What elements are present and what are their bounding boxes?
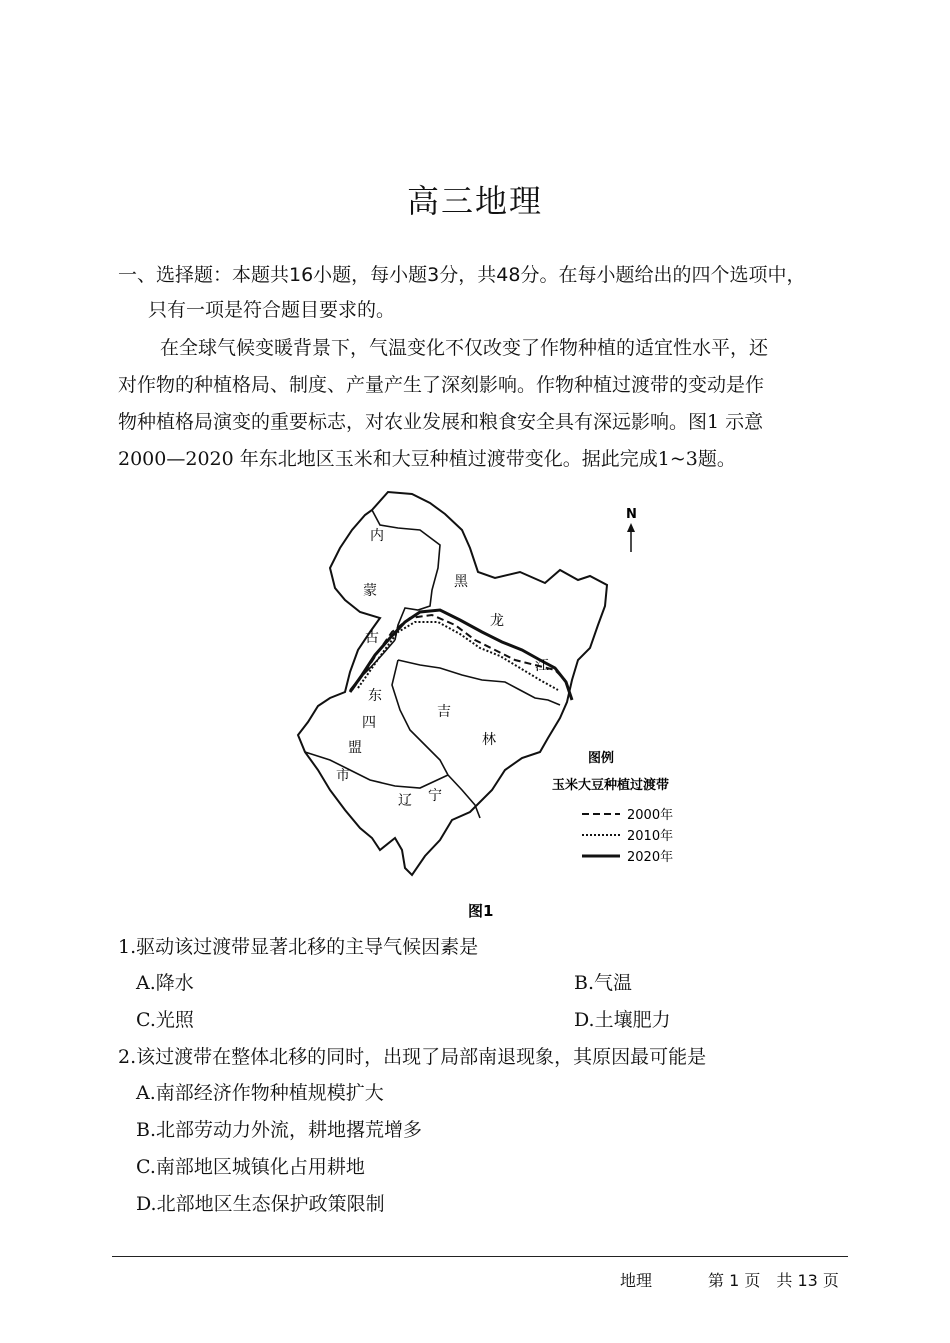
label-ji: 吉 [437, 704, 451, 720]
north-label: N [626, 507, 637, 522]
question-1-option-c: C.光照 [136, 1009, 194, 1031]
label-gu: 古 [365, 630, 379, 646]
label-dong: 东 [368, 688, 382, 704]
label-si: 四 [362, 715, 376, 731]
question-2-option-b: B.北部劳动力外流，耕地撂荒增多 [136, 1119, 423, 1141]
page-title: 高三地理 [406, 182, 543, 220]
question-1-option-d: D.土壤肥力 [574, 1009, 671, 1031]
question-2-option-d: D.北部地区生态保护政策限制 [136, 1193, 385, 1215]
label-shi: 市 [336, 768, 350, 784]
footer-divider [112, 1256, 848, 1257]
passage-line4: 2000—2020 年东北地区玉米和大豆种植过渡带变化。据此完成1~3题。 [118, 448, 736, 470]
section-heading-line1: 一、选择题：本题共16小题，每小题3分，共48分。在每小题给出的四个选项中， [118, 264, 806, 286]
label-lin: 林 [482, 732, 496, 748]
passage [118, 330, 848, 478]
label-meng: 蒙 [363, 583, 377, 599]
label-nei: 内 [370, 528, 384, 544]
passage-line3: 物种植格局演变的重要标志，对农业发展和粮食安全具有深远影响。图1 示意 [118, 411, 764, 433]
label-ning: 宁 [428, 788, 442, 804]
passage-line2: 对作物的种植格局、制度、产量产生了深刻影响。作物种植过渡带的变动是作 [118, 374, 765, 396]
legend-2010-label: 2010年 [627, 829, 674, 844]
passage-line1: 在全球气候变暖背景下，气温变化不仅改变了作物种植的适宜性水平，还 [160, 337, 769, 359]
label-long: 龙 [490, 613, 504, 629]
footer-page-number: 第 1 页 共 13 页 [708, 1271, 839, 1290]
question-2-option-c: C.南部地区城镇化占用耕地 [136, 1156, 365, 1178]
question-1-stem: 1.驱动该过渡带显著北移的主导气候因素是 [118, 936, 479, 958]
question-2-option-a: A.南部经济作物种植规模扩大 [136, 1082, 384, 1104]
footer-subject: 地理 [620, 1271, 653, 1290]
question-1-option-b: B.气温 [574, 972, 633, 994]
question-2-stem: 2.该过渡带在整体北移的同时，出现了局部南退现象，其原因最可能是 [118, 1046, 707, 1068]
label-liao: 辽 [398, 793, 412, 809]
label-jiang: 江 [535, 658, 549, 674]
legend-2020-label: 2020年 [627, 850, 674, 865]
map-outline [298, 492, 607, 875]
section-heading-line2: 只有一项是符合题目要求的。 [148, 299, 396, 321]
northeast-china-map [270, 480, 710, 925]
question-1-option-a: A.降水 [136, 972, 194, 994]
label-mengb: 盟 [348, 740, 362, 756]
legend-title: 图例 [588, 751, 615, 766]
label-hei: 黑 [454, 574, 468, 590]
legend-2000-label: 2000年 [627, 808, 674, 823]
legend-subtitle: 玉米大豆种植过渡带 [552, 778, 670, 793]
figure-caption: 图1 [468, 902, 494, 920]
section-heading [118, 258, 858, 328]
north-arrowhead-icon [627, 523, 635, 532]
